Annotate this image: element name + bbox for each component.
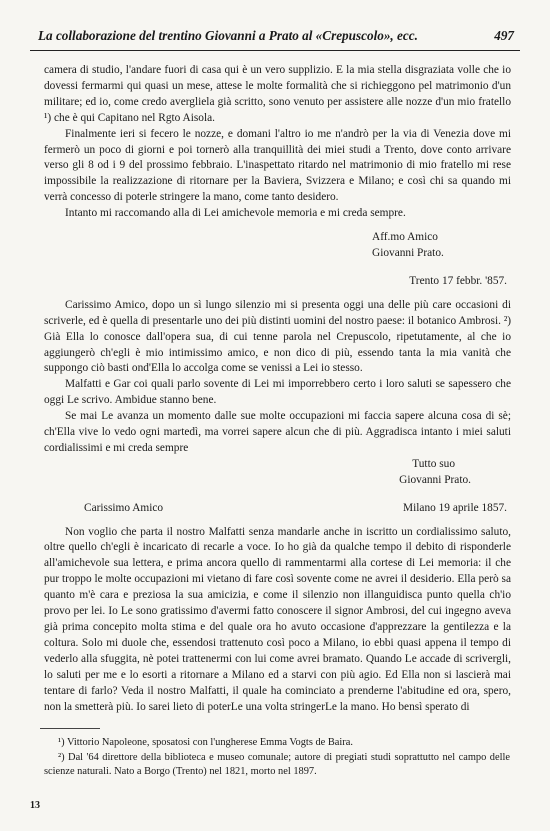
footnotes bbox=[44, 736, 510, 780]
letter3-salutation: Carissimo Amico bbox=[84, 501, 164, 514]
letter2-signature: Giovanni Prato. bbox=[399, 473, 471, 486]
letter1-signature: Giovanni Prato. bbox=[372, 246, 444, 259]
footnote: ²) Dal '64 direttore della biblioteca e museo comunale; autore di pregiati studi soprattutto nel campo delle scienze naturali. Nato a Borgo (Trento) nel 1821, morto nel 1897. bbox=[44, 751, 510, 777]
letter1-paragraph: Intanto mi raccomando alla di Lei amichevole memoria e mi creda sempre. bbox=[65, 207, 406, 220]
page-number: 497 bbox=[494, 28, 514, 43]
letter2-closing: Tutto suo bbox=[412, 457, 455, 470]
footnote-rule bbox=[40, 728, 100, 729]
footnote: ¹) Vittorio Napoleone, sposatosi con l'ungherese Emma Vogts de Baira. bbox=[58, 737, 353, 748]
letter1-paragraph: camera di studio, l'andare fuori di casa qui è un vero supplizio. E la mia stella disgraziata volle che io dovessi fermarmi qui quasi un mese, attese le molte formalità che si richieggono pel matrimonio d'un militare; ed io, come credo avergliela già scritto, sono venuto per assistere alle nozze d'un mio fratello ¹) che è qui Capitano nel Rgto Aisola. bbox=[44, 64, 511, 124]
page-body bbox=[44, 63, 511, 715]
letter1-closing: Aff.mo Amico bbox=[372, 231, 438, 244]
letter2-paragraph: Se mai Le avanza un momento dalle sue molte occupazioni mi faccia sapere alcuna cosa di sè; ch'Ella vive lo vedo ogni martedì, ma vorrei sapere alcun che di più. Aggradisca intanto i miei saluti cordialissimi e mi creda sempre bbox=[44, 410, 511, 454]
running-title: La collaborazione del trentino Giovanni a Prato al «Crepuscolo», ecc. bbox=[38, 28, 418, 43]
letter3-heading bbox=[44, 501, 511, 517]
letter3-date: Milano 19 aprile 1857. bbox=[403, 501, 507, 514]
letter3-paragraph: Non voglio che parta il nostro Malfatti senza mandarle anche in iscritto un cordialissimo saluto, oltre quello ch'egli è incaricato di recarle a voce. Io ho già da qualche tempo il debito di risponderle all'amichevole sua lettera, e prima ancora quello di rammentarmi alla cortese di Lei memoria: il che pur troppo le molte occupazioni mi vietano di fare così sovente come ne avrei il desiderio. Ella però sa quanto m'è cara e preziosa la sua amicizia, e come il silenzio non illanguidisca punto quella ch'io provo per lei. Io Le sono gratissimo d'avermi fatto conoscere il signor Ambrosi, del cui ingegno aveva già prima concepito molta stima e del quale ora ho avuto occasione d'apprezzare la gentilezza e la coltura. Solo mi duole che, essendosi trattenuto così poco a Milano, io ebbi quasi appena il tempo di vederlo alla sfuggita, nè potei trattenermi con lui come avrei bramato. Quando Le accade di scrivergli, lo saluti per me e lo esorti a ritornare a Milano ed a starvi con più agio. Ed Ella non si lascierà mai tentare di farlo? Veda il nostro Malfatti, il quale ha cominciato a prenderne l'abitudine ed ora, spero, non la smetterà più. Io sarei lieto di poterLe una volta stringerLe la mano. Ho bensì sperato di bbox=[44, 525, 511, 713]
folio-mark: 13 bbox=[30, 800, 40, 811]
header-rule bbox=[30, 50, 520, 51]
letter1-paragraph: Finalmente ieri si fecero le nozze, e domani l'altro io me n'andrò per la via di Venezia dove mi fermerò un poco di giorni e poi tornerò alla tranquillità dei miei studi a Trento, dove conto arrivare verso gli 8 od i 9 del prossimo febbraio. L'inaspettato ritardo nel matrimonio di mio fratello mi rese impossibile la realizzazione di ritornare per la Baviera, Svizzera e Milano; e così chi sa quando mi verrà concesso di poterle stringere la mano, come tanto desidero. bbox=[44, 127, 511, 204]
letter2-paragraph: Carissimo Amico, dopo un sì lungo silenzio mi si presenta oggi una delle più care occasioni di scriverle, ed è quella di presentarle uno dei più distinti uomini del nostro paese: il botanico Ambrosi. ²) Già Ella lo conosce dall'opera sua, di cui tenne parola nel Crepuscolo, ripetutamente, al che io aggiungerò ch'egli è mio intimissimo amico, e non dico di più, essendo tanta la mia vanità che suppongo ciò basti ond'Ella lo accolga come se venissi a Lei io stesso. bbox=[44, 298, 511, 375]
running-header bbox=[38, 28, 514, 44]
letter2-date: Trento 17 febbr. '857. bbox=[409, 274, 507, 287]
letter2-paragraph: Malfatti e Gar coi quali parlo sovente di Lei mi imporrebbero certo i loro saluti se sapessero che oggi Le scrivo. Ambidue stanno bene. bbox=[44, 378, 511, 407]
